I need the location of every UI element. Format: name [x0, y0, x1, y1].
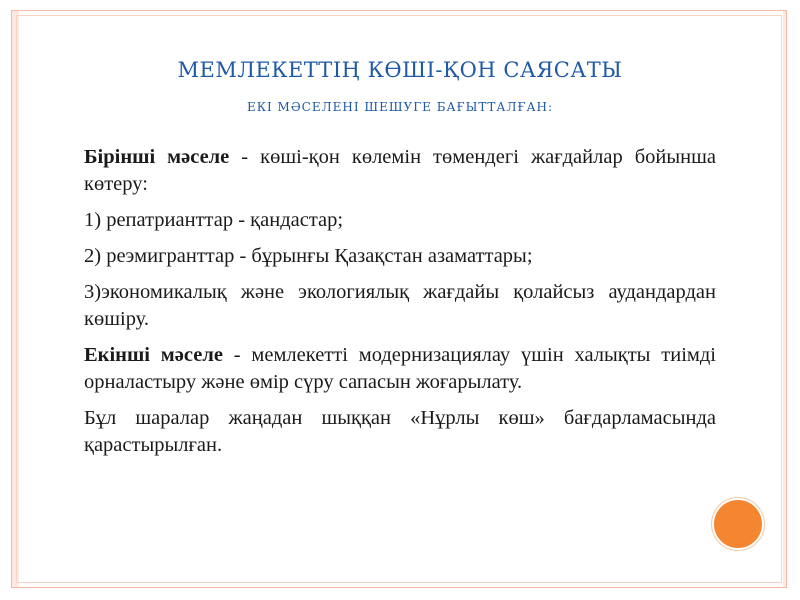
slide-subtitle: ЕКІ МӘСЕЛЕНІ ШЕШУГЕ БАҒЫТТАЛҒАН: — [246, 100, 554, 114]
paragraph-program-note: Бұл шаралар жаңадан шыққан «Нұрлы көш» бағдарламасында қарастырылған. — [84, 407, 716, 456]
first-issue-text: - көші-қон көлемін төмендегі жағдайлар бойынша көтеру: — [84, 146, 716, 195]
slide-body — [84, 144, 716, 468]
first-issue-label: Бірінші мәселе — [84, 146, 230, 168]
second-issue-text: - мемлекетті модернизациялау үшін халықты тиімді орналастыру және өмір сүру сапасын жоғарылату. — [84, 344, 716, 393]
list-item-reemigrants: 2) реэмигранттар - бұрынғы Қазақстан азаматтары; — [84, 245, 533, 267]
orange-circle-decoration — [712, 498, 764, 550]
list-item-relocation: 3)экономикалық және экологиялық жағдайы қолайсыз аудандардан көшіру. — [84, 281, 716, 330]
paragraph-first-issue — [84, 144, 716, 198]
slide-title: МЕМЛЕКЕТТІҢ КӨШІ-ҚОН САЯСАТЫ — [177, 58, 623, 82]
paragraph-second-issue — [84, 342, 716, 396]
list-item-repatriants: 1) репатрианттар - қандастар; — [84, 209, 344, 231]
second-issue-label: Екінші мәселе — [84, 344, 223, 366]
